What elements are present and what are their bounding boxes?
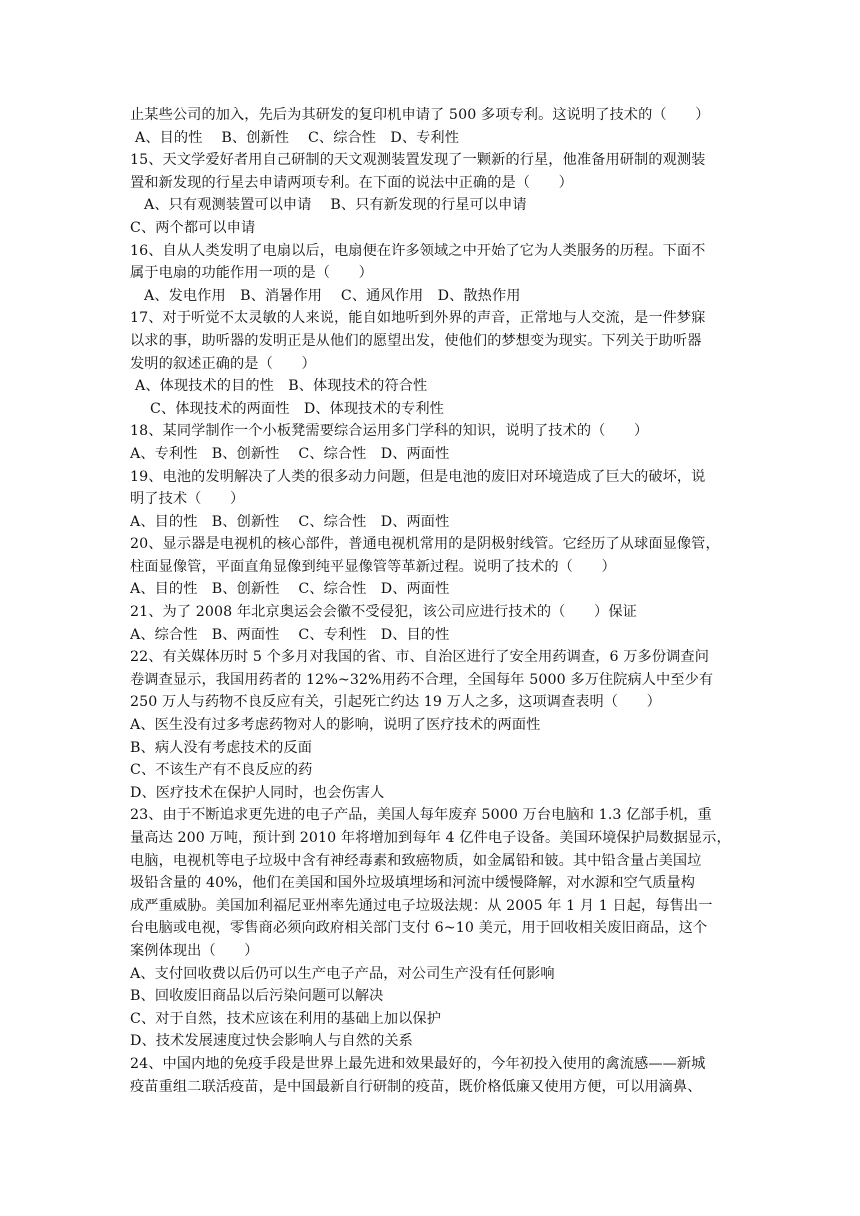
text-line: A、支付回收费以后仍可以生产电子产品，对公司生产没有任何影响: [130, 965, 555, 982]
text-line: 18、某同学制作一个小板凳需要综合运用多门学科的知识，说明了技术的（ ）: [130, 423, 649, 440]
text-line: A、目的性 B、创新性 C、综合性 D、两面性: [130, 513, 450, 530]
text-line: 卷调查显示，我国用药者的 12%~32%用药不合理，全国每年 5000 多万住院病人中至少有: [130, 671, 714, 688]
text-line: 电脑，电视机等电子垃圾中含有神经毒素和致癌物质，如金属铅和铍。其中铅含量占美国垃: [130, 852, 702, 869]
text-line: C、两个都可以申请: [130, 219, 256, 236]
text-line: 23、由于不断追求更先进的电子产品，美国人每年废弃 5000 万台电脑和 1.3 亿部手机，重: [130, 807, 712, 824]
text-line: 明了技术（ ）: [130, 491, 245, 508]
text-line: A、目的性 B、创新性 C、综合性 D、两面性: [130, 581, 450, 598]
text-line: 21、为了 2008 年北京奥运会会徽不受侵犯，该公司应进行技术的（ ）保证: [130, 604, 637, 621]
text-line: 以求的事，助听器的发明正是从他们的愿望出发，使他们的梦想变为现实。下列关于助听器: [130, 332, 702, 349]
text-line: A、综合性 B、两面性 C、专利性 D、目的性: [130, 626, 450, 643]
text-line: 柱面显像管，平面直角显像到纯平显像管等革新过程。说明了技术的（ ）: [130, 558, 616, 575]
text-line: 20、显示器是电视机的核心部件，普通电视机常用的是阴极射线管。它经历了从球面显像管，: [130, 536, 720, 553]
text-line: C、体现技术的两面性 D、体现技术的专利性: [150, 400, 444, 417]
text-line: 台电脑或电视，零售商必须向政府相关部门支付 6~10 美元，用于回收相关废旧商品，这个: [130, 920, 708, 937]
text-line: 量高达 200 万吨，预计到 2010 年将增加到每年 4 亿件电子设备。美国环境保护局数据显示，: [130, 830, 731, 846]
text-line: B、病人没有考虑技术的反面: [130, 739, 312, 756]
text-line: 24、中国内地的免疫手段是世界上最先进和效果最好的，今年初投入使用的禽流感——新城: [130, 1055, 706, 1072]
text-line: 15、天文学爱好者用自己研制的天文观测装置发现了一颗新的行星，他准备用研制的观测装: [130, 152, 706, 169]
text-line: 属于电扇的功能作用一项的是（ ）: [130, 265, 373, 282]
text-line: 16、自从人类发明了电扇以后，电扇便在许多领域之中开始了它为人类服务的历程。下面不: [130, 242, 706, 259]
text-line: B、回收废旧商品以后污染问题可以解决: [130, 988, 384, 1005]
text-line: 发明的叙述正确的是（ ）: [130, 355, 316, 372]
text-line: A、发电作用 B、消暑作用 C、通风作用 D、散热作用: [144, 287, 521, 304]
document-page: [130, 104, 740, 1098]
text-line: A、专利性 B、创新性 C、综合性 D、两面性: [130, 445, 450, 462]
text-line: 案例体现出（ ）: [130, 942, 259, 959]
text-line: 19、电池的发明解决了人类的很多动力问题，但是电池的废旧对环境造成了巨大的破坏，说: [130, 468, 706, 485]
text-line: 止某些公司的加入，先后为其研发的复印机申请了 500 多项专利。这说明了技术的（ ）: [130, 107, 710, 123]
text-line: 22、有关媒体历时 5 个多月对我国的省、市、自治区进行了安全用药调查，6 万多份调查问: [130, 649, 709, 666]
text-line: A、目的性 B、创新性 C、综合性 D、专利性: [135, 129, 459, 146]
text-line: A、医生没有过多考虑药物对人的影响，说明了医疗技术的两面性: [130, 717, 541, 734]
text-line: 疫苗重组二联活疫苗，是中国最新自行研制的疫苗，既价格低廉又使用方便，可以用滴鼻、: [130, 1078, 702, 1095]
text-line: D、技术发展速度过快会影响人与自然的关系: [130, 1033, 413, 1050]
text-line: C、不该生产有不良反应的药: [130, 762, 313, 779]
text-line: D、医疗技术在保护人同时，也会伤害人: [130, 784, 385, 801]
text-line: 成严重威胁。美国加利福尼亚州率先通过电子垃圾法规：从 2005 年 1 月 1 日起，每售出一: [130, 897, 713, 914]
text-line: A、只有观测装置可以申请 B、只有新发现的行星可以申请: [144, 197, 527, 214]
text-line: 17、对于听觉不太灵敏的人来说，能自如地听到外界的声音，正常地与人交流，是一件梦寐: [130, 310, 706, 327]
text-line: C、对于自然，技术应该在利用的基础上加以保护: [130, 1010, 441, 1027]
text-line: A、体现技术的目的性 B、体现技术的符合性: [135, 378, 428, 395]
text-line: 置和新发现的行星去申请两项专利。在下面的说法中正确的是（ ）: [130, 174, 573, 191]
text-line: 250 万人与药物不良反应有关，引起死亡约达 19 万人之多，这项调查表明（ ）: [130, 694, 661, 711]
text-line: 圾铅含量的 40%，他们在美国和国外垃圾填埋场和河流中缓慢降解，对水源和空气质量构: [130, 875, 696, 892]
